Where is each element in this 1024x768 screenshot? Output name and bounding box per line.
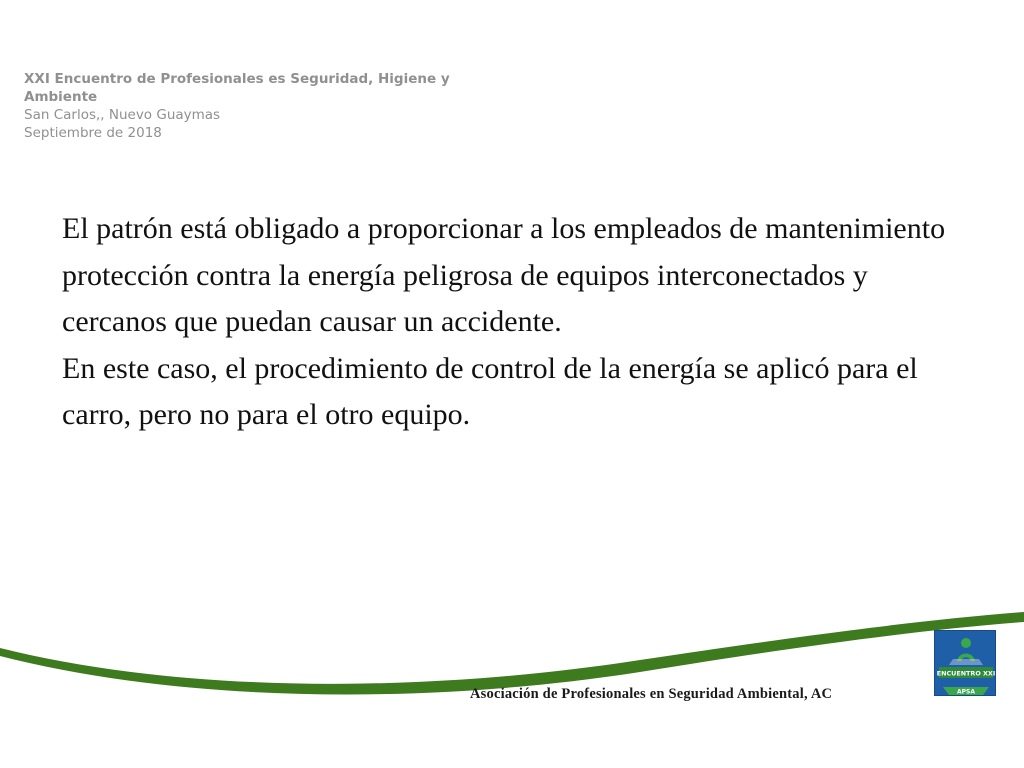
slide-body — [62, 206, 962, 439]
logo-text-bottom: APSA — [956, 688, 976, 696]
organization-name: Asociación de Profesionales en Seguridad Ambiental, AC — [470, 686, 833, 702]
body-paragraph-1: El patrón está obligado a proporcionar a los empleados de mantenimiento protección contra la energía peligrosa de equipos interconectados y cercanos que puedan causar un accidente. — [62, 212, 946, 338]
logo-icon — [935, 631, 996, 696]
event-location: San Carlos,, Nuevo Guaymas — [24, 107, 221, 123]
event-title: XXI Encuentro de Profesionales es Seguridad, Higiene y Ambiente — [24, 71, 450, 105]
slide-header — [24, 70, 464, 142]
logo-text-top: ENCUENTRO XXI — [936, 669, 996, 678]
body-paragraph-2: En este caso, el procedimiento de control de la energía se aplicó para el carro, pero no para el otro equipo. — [62, 351, 918, 431]
encuentro-xxi-logo — [934, 630, 996, 696]
event-date: Septiembre de 2018 — [24, 125, 162, 141]
